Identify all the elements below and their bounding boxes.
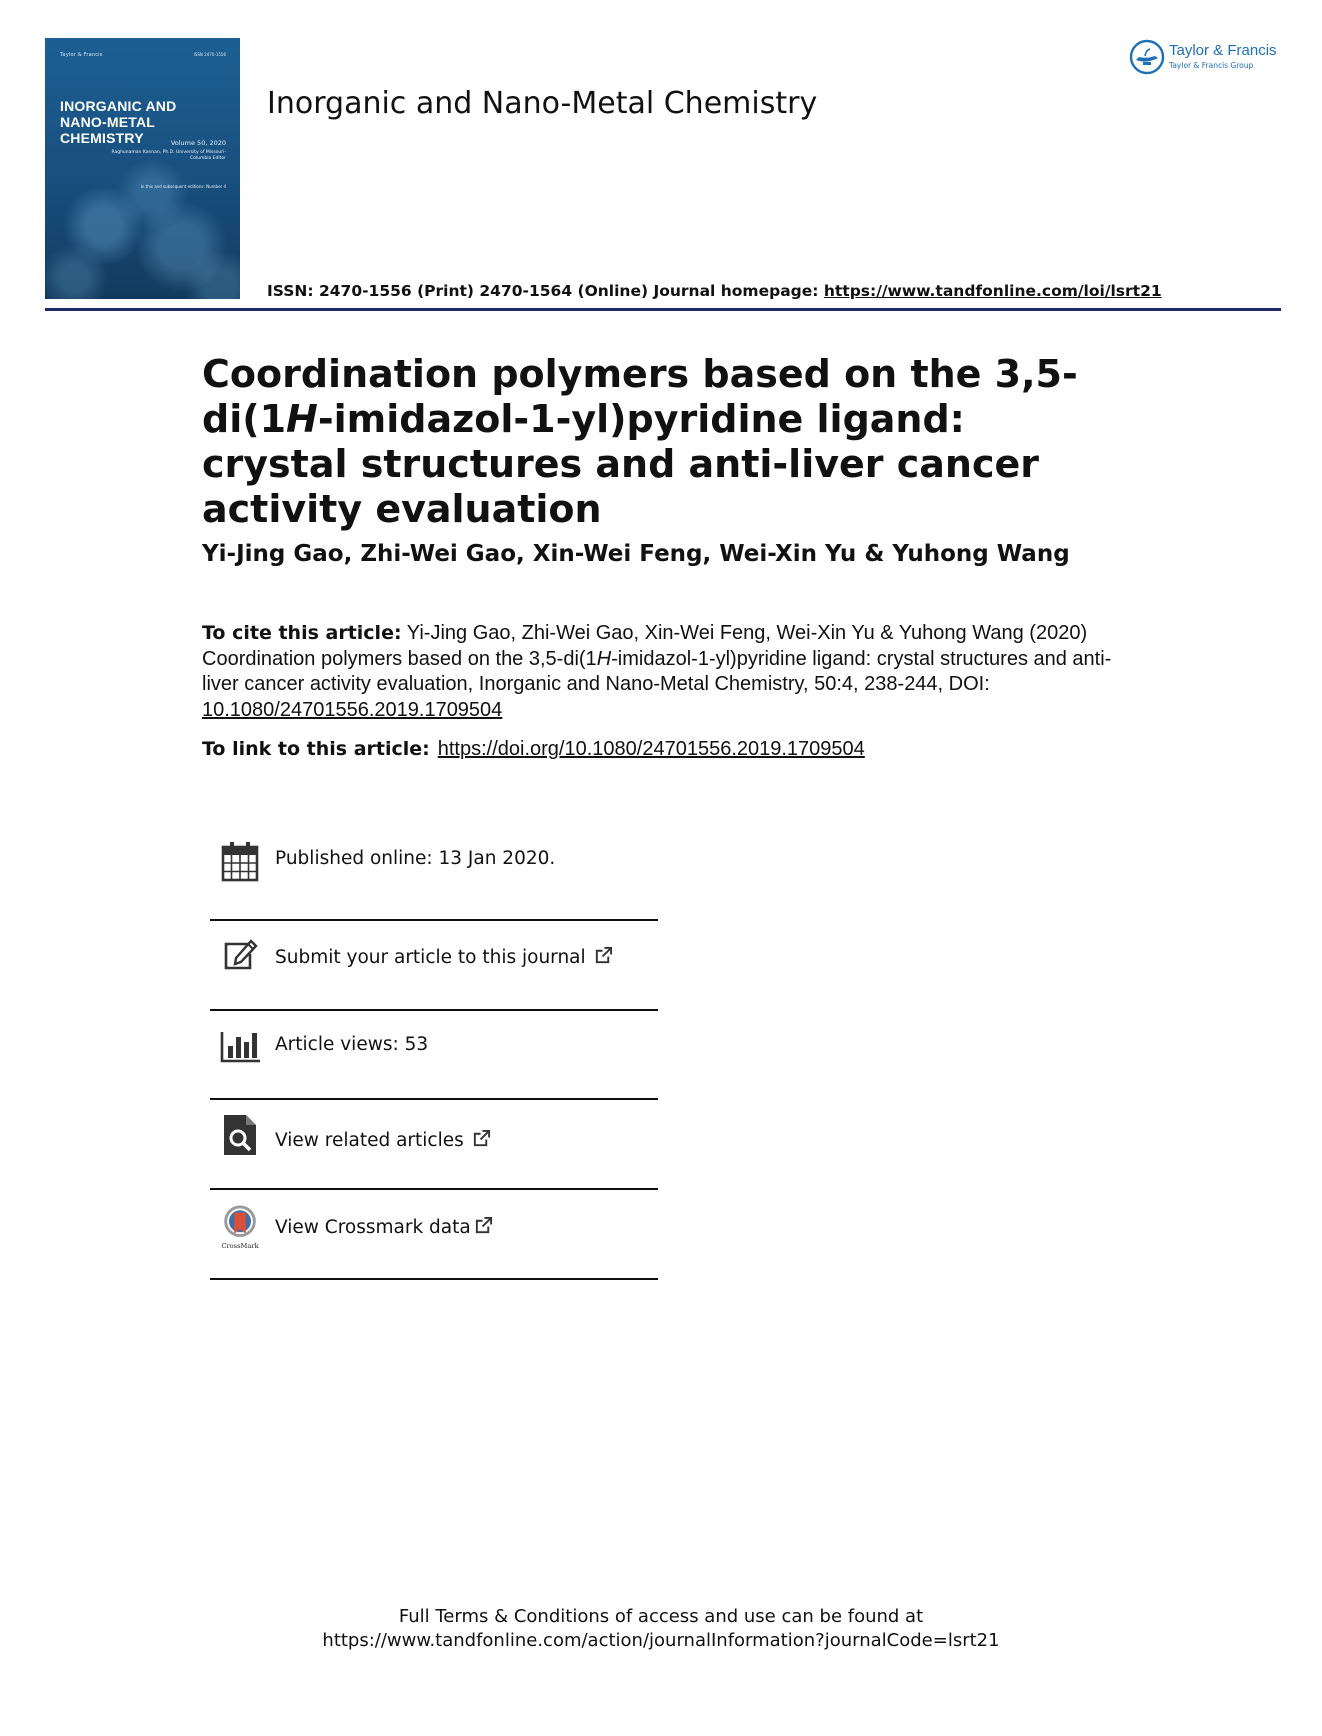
info-divider — [210, 1278, 658, 1280]
cover-title-line2: NANO-METAL CHEMISTRY — [60, 114, 155, 146]
info-divider — [210, 919, 658, 921]
info-divider — [210, 1188, 658, 1190]
citation-text-italic: H — [596, 647, 612, 670]
journal-homepage-link[interactable]: https://www.tandfonline.com/loi/lsrt21 — [823, 282, 1162, 300]
footer-terms — [0, 1605, 1322, 1653]
calendar-icon — [220, 840, 260, 884]
article-link-line — [202, 738, 865, 761]
citation-text-part1: Yi-Jing Gao, Zhi-Wei Gao, Xin-Wei Feng, Wei-Xin Yu & Yuhong Wang (2020) Coordination polymers based on the 3,5-di(1 — [202, 622, 1088, 670]
footer-terms-link[interactable]: https://www.tandfonline.com/action/journalInformation?journalCode=lsrt21 — [322, 1630, 1000, 1651]
related-articles-text: View related articles — [275, 1130, 464, 1151]
article-title-part2: -imidazol-1-yl)pyridine ligand: crystal structures and anti-liver cancer activity evaluation — [202, 397, 1040, 531]
article-title-italic: H — [286, 397, 318, 441]
citation-text-part2: -imidazol-1-yl)pyridine ligand: crystal structures and anti-liver cancer activity evaluation, Inorganic and Nano-Metal Chemistry, 50:4, 238-244, DOI: — [202, 647, 1112, 695]
info-divider — [210, 1098, 658, 1100]
info-divider — [210, 1009, 658, 1011]
external-link-icon — [472, 1129, 491, 1148]
published-online-row — [210, 840, 658, 929]
crossmark-icon — [220, 1205, 260, 1249]
citation-label: To cite this article: — [202, 622, 402, 644]
journal-cover-image — [45, 38, 240, 299]
submit-article-text: Submit your article to this journal — [275, 947, 586, 968]
header-divider — [45, 308, 1281, 311]
crossmark-link[interactable] — [275, 1216, 493, 1238]
cover-publisher: Taylor & Francis — [60, 52, 103, 58]
citation-doi-link[interactable]: 10.1080/24701556.2019.1709504 — [202, 698, 503, 721]
submit-article-link[interactable] — [275, 946, 613, 968]
article-authors: Yi-Jing Gao, Zhi-Wei Gao, Xin-Wei Feng, Wei-Xin Yu & Yuhong Wang — [202, 541, 1070, 567]
crossmark-icon-label: CrossMark — [221, 1242, 259, 1249]
article-views-text: Article views: 53 — [275, 1034, 429, 1055]
journal-title: Inorganic and Nano-Metal Chemistry — [267, 86, 818, 121]
citation-block — [202, 621, 1122, 723]
bar-chart-icon — [220, 1024, 260, 1068]
crossmark-text: View Crossmark data — [275, 1217, 471, 1238]
cover-issue: In this and subsequent editions: Number 4 — [140, 184, 226, 189]
external-link-icon — [594, 946, 613, 965]
article-title-part1: Coordination polymers based on the 3,5-di(1 — [202, 352, 1078, 441]
cover-editor: Raghunaman Kannan, Ph.D. University of Missouri-Columbia Editor — [111, 150, 226, 161]
publisher-name: Taylor & Francis — [1169, 42, 1277, 59]
cover-title-line1: INORGANIC AND — [60, 98, 177, 114]
article-link-label: To link to this article: — [202, 738, 430, 760]
edit-icon — [220, 934, 260, 978]
cover-issn: ISSN 2470-1556 — [193, 52, 226, 57]
issn-text: ISSN: 2470-1556 (Print) 2470-1564 (Online) Journal homepage: — [267, 282, 824, 300]
related-articles-link[interactable] — [275, 1129, 491, 1151]
published-online-text: Published online: 13 Jan 2020. — [275, 848, 556, 869]
issn-line — [267, 282, 1162, 300]
footer-line1: Full Terms & Conditions of access and use can be found at — [398, 1606, 924, 1627]
external-link-icon — [474, 1216, 493, 1235]
publisher-group: Taylor & Francis Group — [1169, 61, 1254, 70]
cover-volume: Volume 50, 2020 — [170, 139, 226, 147]
article-title — [202, 352, 1082, 532]
article-doi-link[interactable]: https://doi.org/10.1080/24701556.2019.1709504 — [437, 738, 865, 760]
search-document-icon — [220, 1113, 260, 1157]
